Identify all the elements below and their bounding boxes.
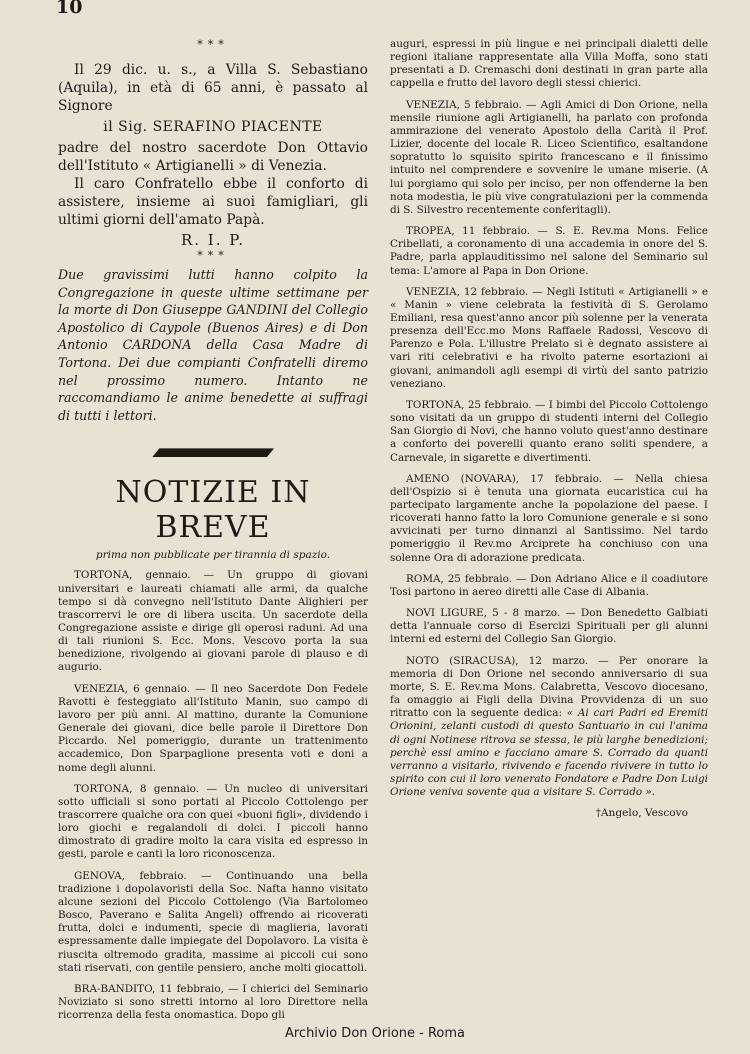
- obituary-intro: Il 29 dic. u. s., a Villa S. Sebastiano (Aquila), in età di 65 anni, è passato al Signore: [58, 62, 368, 114]
- section-divider: [152, 448, 274, 457]
- rip-label: R. I. P.: [180, 231, 246, 249]
- obituary-comfort: Il caro Confratello ebbe il conforto di assistere, insieme ai suoi famigliari, gli ultimi giorni dell'amato Papà.: [58, 176, 368, 228]
- news-item-novi-ligure: NOVI LIGURE, 5 - 8 marzo. — Don Benedetto Galbiati detta l'annuale corso di Esercizi Spirituali per gli alunni interni ed esterni del Collegio San Giorgio.: [390, 607, 708, 646]
- news-item-genova: GENOVA, febbraio. — Continuando una bella tradizione i dopolavoristi della Soc. Nafta hanno visitato alcune sezioni del Piccolo Cottolengo (Via Bartolomeo Bosco, Paverano e Salita Angeli) offrendo ai ricoverati frutta, dolci e indumenti, specie di maglieria, lavorati espressamente dalle impiegate del Dopolavoro. La visita è riuscita oltremodo gradita, massime ai piccoli cui sono stati riservati, con gentile pensiero, anche molti giocattoli.: [58, 869, 368, 974]
- news-item-noto: [390, 655, 708, 800]
- mourning-notice: Due gravissimi lutti hanno colpito la Congregazione in queste ultime settimane per la morte di Don Giuseppe GANDINI del Collegio Apostolico di Caypole (Buenos Aires) e di Don Antonio CARDONA della Casa Madre di Tortona. Dei due compianti Confratelli diremo nel prossimo numero. Intanto ne raccomandiamo le anime benedette ai suffragi di tutti i lettori.: [58, 267, 368, 423]
- news-continuation: auguri, espressi in più lingue e nei principali dialetti delle regioni italiane rappresentate alla Villa Moffa, sono stati presentati a D. Cremaschi doni destinati in gran parte alla cappella e frutto del lavoro degli stessi chierici.: [390, 38, 708, 90]
- news-item-venezia-12-febbraio: VENEZIA, 12 febbraio. — Negli Istituti « Artigianelli » e « Manin » viene celebrata la festività di S. Gerolamo Emiliani, resa quest'anno ancor più solenne per la venerata presenza dell'Ecc.mo Mons Raffaele Radossi, Vescovo di Parenzo e Pola. L'illustre Prelato si è degnato assistere ai vari riti celebrativi e ha rivolto paterne esortazioni ai giovani, animandoli agli esempi di virtù del santo patrizio veneziano.: [390, 285, 708, 390]
- stars-separator-2: ***: [197, 249, 229, 262]
- obituary-relation: padre del nostro sacerdote Don Ottavio dell'Istituto « Artigianelli » di Venezia.: [58, 140, 368, 174]
- news-item-tortona-gennaio: TORTONA, gennaio. — Un gruppo di giovani universitari e laureati chiamati alle armi, da qualche tempo si dà convegno nell'Istituto Dante Alighieri per trascorrervi le ore di libera uscita. Un sacerdote della Congregazione assiste e dirige gli operosi raduni. Ad una di tali riunioni S. Ecc. Mons. Vescovo porta la sua benedizione, rivolgendo ai giovani parole di plauso e di augurio.: [58, 569, 368, 674]
- section-heading: NOTIZIE IN BREVE: [115, 475, 311, 546]
- news-item-bra-bandito: BRA-BANDITO, 11 febbraio, — I chierici del Seminario Noviziato si sono stretti intorno al loro Direttore nella ricorrenza della festa onomastica. Dopo gli: [58, 982, 368, 1022]
- archive-footer: Archivio Don Orione - Roma: [284, 1026, 466, 1041]
- news-item-tropea: TROPEA, 11 febbraio. — S. E. Rev.ma Mons. Felice Cribellati, a coronamento di una accademia in onore del S. Padre, parla applauditissimo nel salone del Seminario sul tema: L'amore al Papa in Don Orione.: [390, 225, 708, 277]
- noto-text: NOTO (SIRACUSA), 12 marzo. — Per onorare la memoria di Don Orione nel secondo anniversario di sua morte, S. E. Rev.ma Mons. Calabretta, Vescovo diocesano, fa omaggio ai Figli della Divina Provvidenza di un suo ritratto con la seguente dedica:: [390, 654, 708, 720]
- bishop-signature: †Angelo, Vescovo: [595, 807, 688, 820]
- right-column: [390, 38, 708, 819]
- section-subheading: prima non pubblicate per tirannia di spazio.: [95, 549, 331, 562]
- obituary-name: il Sig. SERAFINO PIACENTE: [103, 119, 323, 135]
- news-item-roma: ROMA, 25 febbraio. — Don Adriano Alice e il coadiutore Tosi partono in aereo diretti alle Case di Albania.: [390, 572, 708, 598]
- news-item-venezia-5-febbraio: VENEZIA, 5 febbraio. — Agli Amici di Don Orione, nella mensile riunione agli Artigianelli, ha parlato con profonda ammirazione del venerato Apostolo della Carità il Prof. Lizier, docente del locale R. Liceo Scientifico, esaltandone sopratutto lo squisito spirito francescano e il finissimo intuito nel comprendere e sovvenire le umane miserie. (A lui porgiamo qui solo per inciso, per non offenderne la ben nota modestia, le più vive congratulazioni per la commenda di S. Silvestro recentemente conferitagli).: [390, 98, 708, 216]
- stars-separator: ***: [197, 38, 229, 51]
- news-item-tortona-25-febbraio: TORTONA, 25 febbraio. — I bimbi del Piccolo Cottolengo sono visitati da un gruppo di studenti interni del Collegio San Giorgio di Novi, che hanno voluto quest'anno destinare a conforto dei poverelli quanto erano soliti spendere, a Carnevale, in sigarette e divertimenti.: [390, 398, 708, 464]
- news-item-ameno: AMENO (NOVARA), 17 febbraio. — Nella chiesa dell'Ospizio si è tenuta una giornata eucaristica cui ha partecipato largamente anche la popolazione del paese. I ricoverati hanno fatto la loro Comunione generale e si sono avvicinati per turno dinnanzi al Santissimo. Nel tardo pomeriggio il Rev.mo Arciprete ha conchiuso con una solenne Ora di adorazione predicata.: [390, 472, 708, 564]
- page-number: 10: [56, 0, 83, 18]
- news-item-tortona-8-gennaio: TORTONA, 8 gennaio. — Un nucleo di universitari sotto ufficiali si sono portati al Piccolo Cottolengo per trascorrere qualche ora con quei «buoni figli», dividendo i loro giochi e regalandoli di dolci. I piccoli hanno dimostrato di gradire molto la cara visita ed espresso in gesti, parole e canti la loro riconoscenza.: [58, 782, 368, 861]
- left-column: [58, 38, 368, 1030]
- news-item-venezia-6-gennaio: VENEZIA, 6 gennaio. — Il neo Sacerdote Don Fedele Ravotti è festeggiato all'Istituto Manin, suo campo di lavoro per più anni. Al mattino, durante la Comunione Generale dei giovani, dice belle parole il Direttore Don Piccardo. Nel pomeriggio, durante un trattenimento accademico, Don Sparpaglione presenta voti e doni a nome degli alunni.: [58, 682, 368, 774]
- noto-dedication: « Ai cari Padri ed Eremiti Orionini, zelanti custodi di questo Santuario in cui l'anima di ogni Notinese ritrova se stessa, le più larghe benedizioni; perchè essi amino e facciano amare S. Corrado da quanti verranno a visitarlo, rivivendo e facendo rivivere in tutto lo spirito con cui il loro venerato Fondatore e Padre Don Luigi Orione veniva sovente qua a visitare S. Corrado ».: [390, 707, 709, 799]
